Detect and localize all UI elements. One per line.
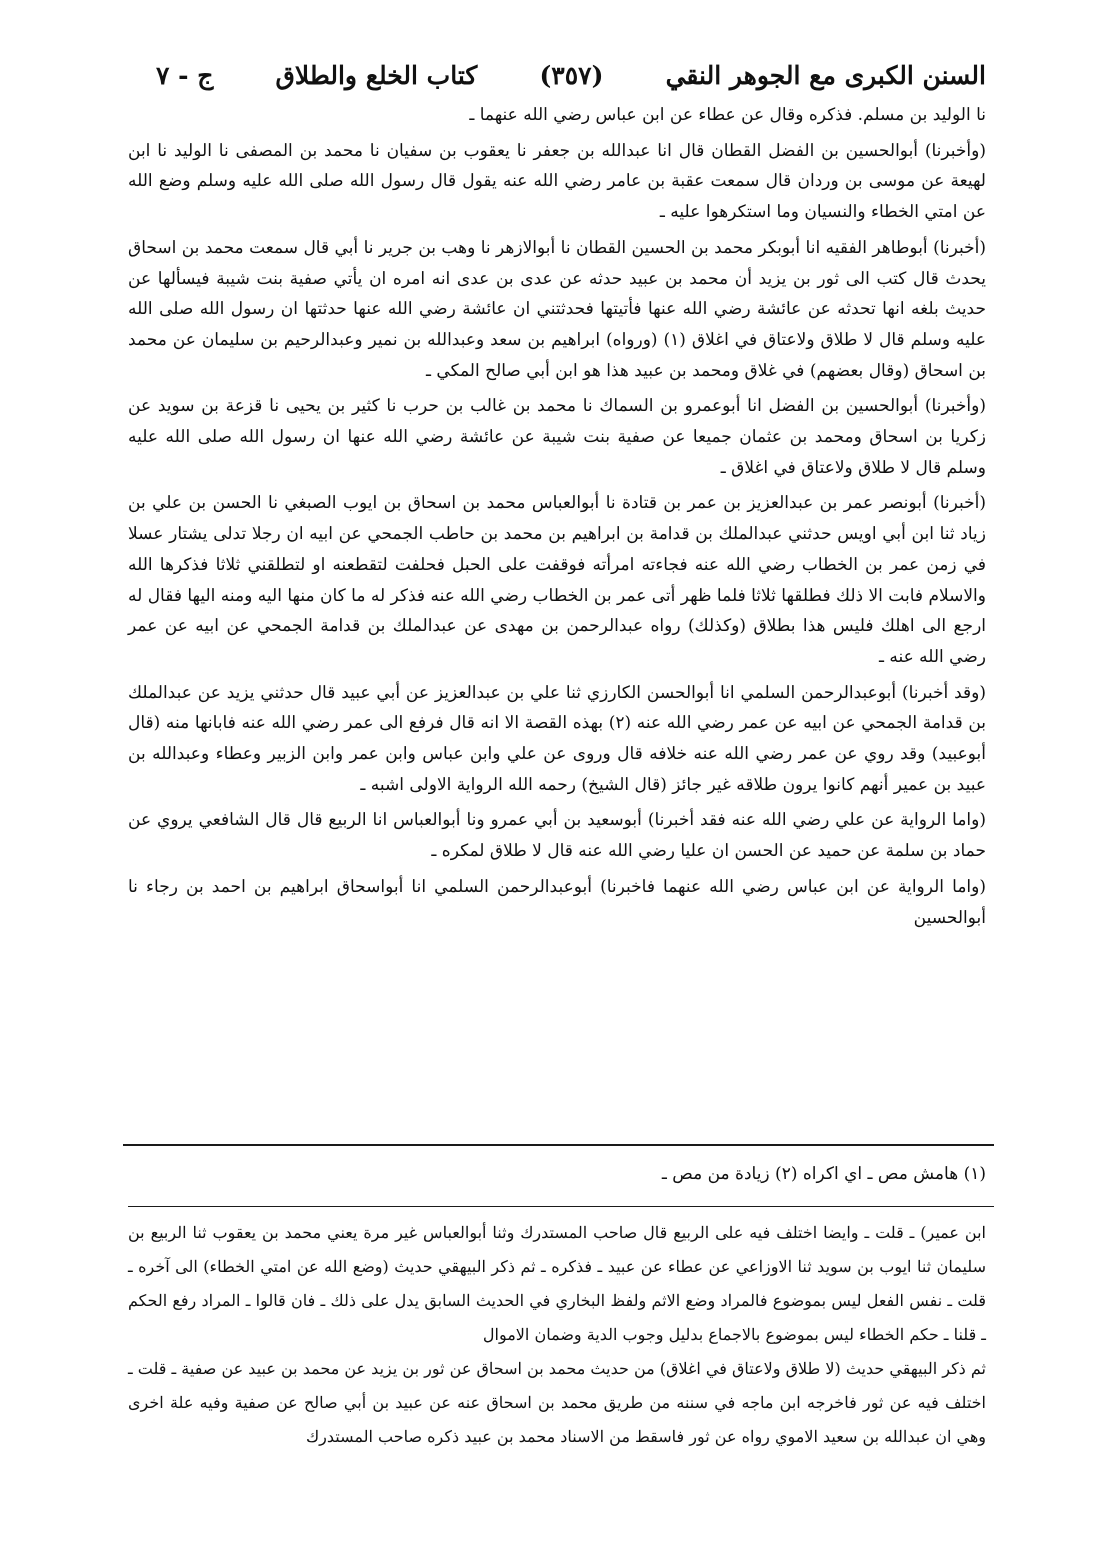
page-header [150, 52, 986, 98]
page-number: (٣٥٧) [539, 60, 604, 90]
volume-label: ج - ٧ [156, 60, 214, 90]
paragraph: (أخبرنا) أبوطاهر الفقيه انا أبوبكر محمد بن الحسين القطان نا أبوالازهر نا وهب بن جرير نا أبي قال سمعت محمد بن اسحاق يحدث قال كتب الى ثور بن يزيد أن محمد بن عبيد حدثه عن عدى بن عدى انه امره ان يأتي صفية بنت شيبة فيسألها عن حديث بلغه انها تحدثه عن عائشة رضي الله عنها فأتيتها فحدثتني ان عائشة رضي الله عنها حدثتها ان رسول الله صلى الله عليه وسلم قال لا طلاق ولاعتاق في اغلاق (١) (ورواه) ابراهيم بن سعد وعبدالله بن نمير وعبدالرحيم بن سليمان عن محمد بن اسحاق (وقال بعضهم) في غلاق ومحمد بن عبيد هذا هو ابن أبي صالح المكي ـ [128, 237, 986, 381]
paragraph: (وأخبرنا) أبوالحسين بن الفضل انا أبوعمرو بن السماك نا محمد بن غالب بن حرب نا كثير بن يحيى نا قزعة بن سويد عن زكريا بن اسحاق ومحمد بن عثمان جميعا عن صفية بنت شيبة عن عائشة رضي الله عنها ان رسول الله صلى الله عليه وسلم قال لا طلاق ولاعتاق في اغلاق ـ [128, 396, 986, 478]
commentary-divider [128, 1206, 994, 1207]
main-text [128, 100, 986, 933]
paragraph: (واما الرواية عن ابن عباس رضي الله عنهما فاخبرنا) أبوعبدالرحمن السلمي انا أبواسحاق ابراهيم بن احمد بن رجاء نا أبوالحسين [128, 876, 986, 928]
paragraph: (وأخبرنا) أبوالحسين بن الفضل القطان قال انا عبدالله بن جعفر نا يعقوب بن سفيان نا محمد بن المصفى نا الوليد نا ابن لهيعة عن موسى بن وردان قال سمعت عقبة بن عامر رضي الله عنه يقول قال رسول الله صلى الله عليه وسلم وضع الله عن امتي الخطاء والنسيان وما استكرهوا عليه ـ [128, 140, 987, 223]
paragraph: نا الوليد بن مسلم. فذكره وقال عن عطاء عن ابن عباس رضي الله عنهما ـ [469, 105, 986, 125]
running-title: السنن الكبرى مع الجوهر النقي [665, 60, 986, 90]
paragraph: (وقد أخبرنا) أبوعبدالرحمن السلمي انا أبوالحسن الكارزي ثنا علي بن عبدالعزيز عن أبي عبيد قال حدثني يزيد عن عبدالملك بن قدامة الجمحي عن ابيه عن عمر رضي الله عنه (٢) بهذه القصة الا انه قال فرفع الى عمر رضي الله عنه فابانها منه (قال أبوعبيد) وقد روي عن عمر رضي الله عنه خلافه قال وروى عن علي وابن عباس وابن عمر وابن الزبير وعطاء وعبدالله بن عبيد بن عمير أنهم كانوا يرون طلاقه غير جائز (قال الشيخ) رحمه الله الرواية الاولى اشبه ـ [128, 682, 986, 795]
footnote-divider [123, 1144, 994, 1146]
paragraph: (واما الرواية عن علي رضي الله عنه فقد أخبرنا) أبوسعيد بن أبي عمرو ونا أبوالعباس انا الربيع قال قال الشافعي يروي عن حماد بن سلمة عن حميد عن الحسن ان عليا رضي الله عنه قال لا طلاق لمكره ـ [128, 810, 986, 862]
book-title: كتاب الخلع والطلاق [275, 60, 478, 90]
commentary-paragraph: ابن عمير) ـ قلت ـ وايضا اختلف فيه على الربيع قال صاحب المستدرك وثنا أبوالعباس غير مرة يعني محمد بن يعقوب ثنا الربيع بن سليمان ثنا ايوب بن سويد ثنا الاوزاعي عن عطاء عن عبيد ـ فذكره ـ ثم ذكر البيهقي حديث (وضع الله عن امتي الخطاء) الى آخره ـ قلت ـ نفس الفعل ليس بموضوع فالمراد وضع الاثم ولفظ البخاري في الحديث السابق يدل على ذلك ـ فان قالوا ـ المراد رفع الحكم ـ قلنا ـ حكم الخطاء ليس بموضوع بالاجماع بدليل وجوب الدية وضمان الاموال [128, 1223, 986, 1344]
commentary-section [128, 1216, 986, 1454]
commentary-paragraph: ثم ذكر البيهقي حديث (لا طلاق ولاعتاق في اغلاق) من حديث محمد بن اسحاق عن ثور بن يزيد عن محمد بن عبيد عن صفية ـ قلت ـ اختلف فيه عن ثور فاخرجه ابن ماجه في سننه من طريق محمد بن اسحاق عنه عن عبيد بن أبي صالح عن صفية وفيه علة اخرى وهي ان عبدالله بن سعيد الاموي رواه عن ثور فاسقط من الاسناد محمد بن عبيد ذكره صاحب المستدرك [128, 1359, 986, 1446]
footnotes: (١) هامش مص ـ اي اكراه (٢) زيادة من مص ـ [661, 1164, 986, 1184]
paragraph: (أخبرنا) أبونصر عمر بن عبدالعزيز بن عمر بن قتادة نا أبوالعباس محمد بن اسحاق بن ايوب الصبغي نا الحسن بن علي بن زياد ثنا ابن أبي اويس حدثني عبدالملك بن قدامة بن ابراهيم بن محمد بن حاطب الجمحي عن ابيه ان رجلا تدلى يشتار عسلا في زمن عمر بن الخطاب رضي الله عنه فجاءته امرأته فوقفت على الحبل فحلفت لتقطعنه او لتطلقني ثلاثا فذكرها الله والاسلام فابت الا ذلك فطلقها ثلاثا فلما ظهر أتى عمر بن الخطاب رضي الله عنه فذكر له ما كان منها اليه ومنه اليها فقال له ارجع الى اهلك فليس هذا بطلاق (وكذلك) رواه عبدالرحمن بن مهدى عن عبدالملك بن قدامة الجمحي عن ابيه عن عمر رضي الله عنه ـ [128, 493, 986, 667]
